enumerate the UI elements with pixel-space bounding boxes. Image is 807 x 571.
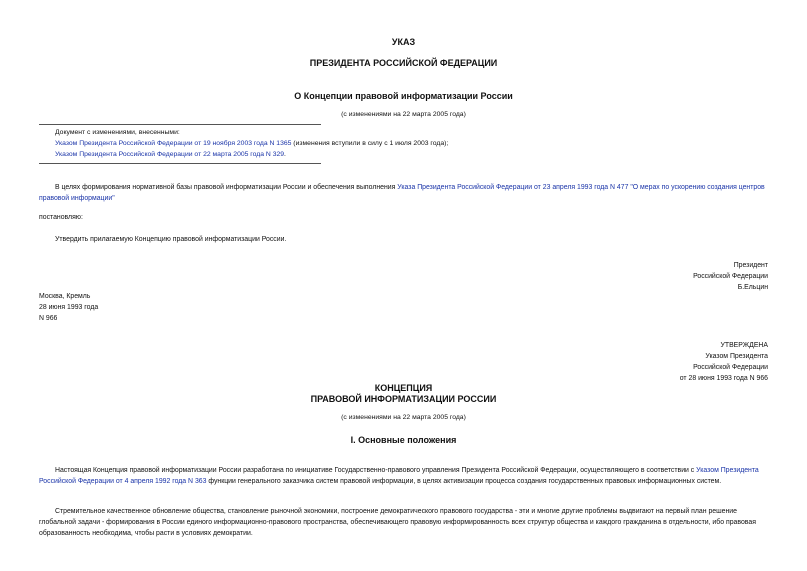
decree-number: N 966	[39, 315, 58, 322]
amendment-link-329[interactable]: Указом Президента Российской Федерации от 22 марта 2005 года N 329	[55, 151, 285, 158]
revision-note: (с изменениями на 22 марта 2005 года)	[341, 111, 466, 118]
decree-477-link[interactable]: Указа Президента Российской Федерации от 23 апреля 1993 года N 477 "О мерах по ускорению создания центров правовой информации"	[39, 184, 765, 202]
approval-by: Указом Президента	[705, 353, 768, 360]
document-type: УКАЗ	[391, 37, 416, 47]
section-title: I. Основные положения	[350, 435, 457, 445]
signing-place: Москва, Кремль	[39, 293, 91, 300]
signing-date: 28 июня 1993 года	[39, 304, 99, 311]
amendment-item	[55, 140, 448, 147]
body-paragraph	[39, 506, 769, 539]
amendments-intro: Документ с изменениями, внесенными:	[55, 129, 180, 136]
amendment-suffix: .	[284, 151, 286, 158]
decree-word: постановляю:	[39, 214, 83, 221]
document-issuer: ПРЕЗИДЕНТА РОССИЙСКОЙ ФЕДЕРАЦИИ	[309, 58, 498, 68]
amendment-link-1365[interactable]: Указом Президента Российской Федерации от 19 ноября 2003 года N 1365	[55, 140, 292, 147]
signature-name: Б.Ельцин	[737, 284, 768, 291]
signature-title: Президент	[733, 262, 768, 269]
decree-363-link[interactable]: Указом Президента Российской Федерации от 4 апреля 1992 года N 363	[39, 467, 759, 485]
paragraph-text: функции генерального заказчика систем правовой информации, в целях активизации процесса создания государственных правовых информационных систем.	[206, 478, 722, 485]
approval-country: Российской Федерации	[693, 364, 768, 371]
paragraph-text: Настоящая Концепция правовой информатизации России разработана по инициативе Государственно-правового управления Президента Российской Федерации, осуществляющего в соответствии с	[55, 467, 697, 474]
paragraph-text: Стремительное качественное обновление общества, становление рыночной экономики, построение демократического правового государства - эти и многие другие проблемы выдвигают на первый план решение глобальной задачи - формирования в России единого информационно-правового пространства, обеспечивающего правовую информированность всех структур общества и каждого гражданина в отдельности, ибо правовая образованность необходима, чтобы расти в условиях демократии.	[39, 508, 756, 537]
document-subject: О Концепции правовой информатизации России	[294, 91, 513, 101]
signature-country: Российской Федерации	[693, 273, 768, 280]
preamble-paragraph	[39, 182, 769, 204]
amendment-item	[55, 151, 286, 158]
approve-text: Утвердить прилагаемую Концепцию правовой информатизации России.	[55, 236, 287, 243]
body-paragraph	[39, 465, 769, 487]
preamble-text: В целях формирования нормативной базы правовой информатизации России и обеспечения выполнения	[55, 184, 398, 191]
amendments-top-divider	[39, 124, 321, 125]
approval-date: от 28 июня 1993 года N 966	[679, 375, 768, 382]
concept-subtitle: ПРАВОВОЙ ИНФОРМАТИЗАЦИИ РОССИИ	[310, 394, 497, 404]
concept-revision-note: (с изменениями на 22 марта 2005 года)	[341, 414, 466, 421]
approval-status: УТВЕРЖДЕНА	[720, 342, 768, 349]
amendment-suffix: (изменения вступили в силу с 1 июля 2003 года);	[291, 140, 449, 147]
amendments-bottom-divider	[39, 163, 321, 164]
concept-title: КОНЦЕПЦИЯ	[374, 383, 433, 393]
